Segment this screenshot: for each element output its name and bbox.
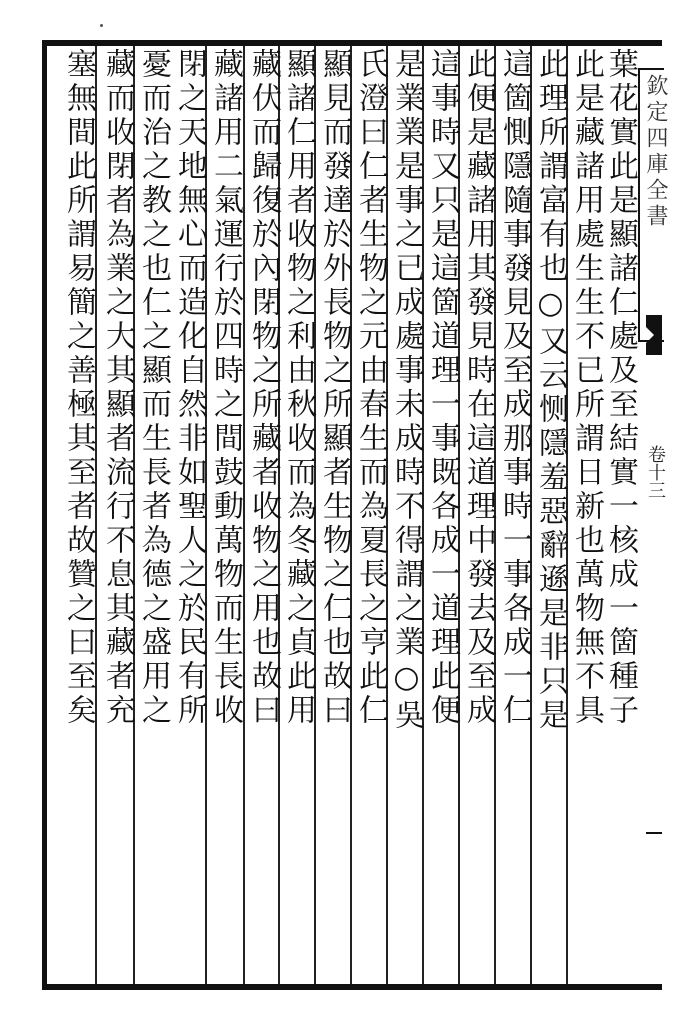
text-column-4 [494,48,534,983]
column-text: 塞無間此所謂易簡之善極其至者故贊之曰至矣 [61,48,96,728]
text-column-9 [314,48,354,983]
text-column-12 [205,48,245,983]
column-text: 此是藏諸用處生生不已所謂日新也萬物無不具 [569,48,604,728]
text-column-5 [458,48,498,983]
text-column-7 [386,48,426,983]
text-column-2 [566,48,606,983]
column-text: 這箇惻隱隨事發見及至成那事時一事各成一仁 [497,48,532,728]
text-column-8 [350,48,390,983]
text-column-3 [530,48,570,983]
column-text: 葉花實此是顯諸仁處及至結實一核成一箇種子 [603,48,638,728]
text-column-15 [97,48,137,983]
text-column-10 [278,48,318,983]
ink-speck [100,24,103,27]
text-column-1 [600,48,640,983]
margin-rule [646,832,662,834]
text-column-11 [243,48,283,983]
column-text: 此理所謂富有也○又云恻隱羞惡辭遜是非只是 [533,48,568,733]
column-text: 憂而治之教之也仁之顯而生長者為德之盛用之 [136,48,171,728]
column-text: 藏伏而歸復於內閉物之所藏者收物之用也故曰 [246,48,281,728]
column-text: 藏諸用二氣運行於四時之間鼓動萬物而生長收 [208,48,243,728]
text-column-13 [169,48,209,983]
margin-title: 欽定四庫全書 [643,74,668,230]
column-text: 藏而收閉者為業之大其顯者流行不息其藏者充 [100,48,135,728]
text-column-14 [133,48,173,983]
column-text: 此便是藏諸用其發見時在這道理中發去及至成 [461,48,496,728]
text-column-6 [422,48,462,983]
column-text: 顯見而發達於外長物之所顯者生物之仁也故曰 [317,48,352,728]
column-text: 顯諸仁用者收物之利由秋收而為冬藏之貞此用 [281,48,316,728]
column-text: 這事時又只是這箇道理一事既各成一道理此便 [425,48,460,728]
column-text: 是業業是事之已成處事未成時不得謂之業○吳 [389,48,424,733]
chapter-number: 卷十三 [645,445,666,499]
text-column-16 [58,48,98,983]
column-text: 氏澄曰仁者生物之元由春生而為夏長之亨此仁 [353,48,388,728]
column-text: 閉之天地無心而造化自然非如聖人之於民有所 [172,48,207,728]
